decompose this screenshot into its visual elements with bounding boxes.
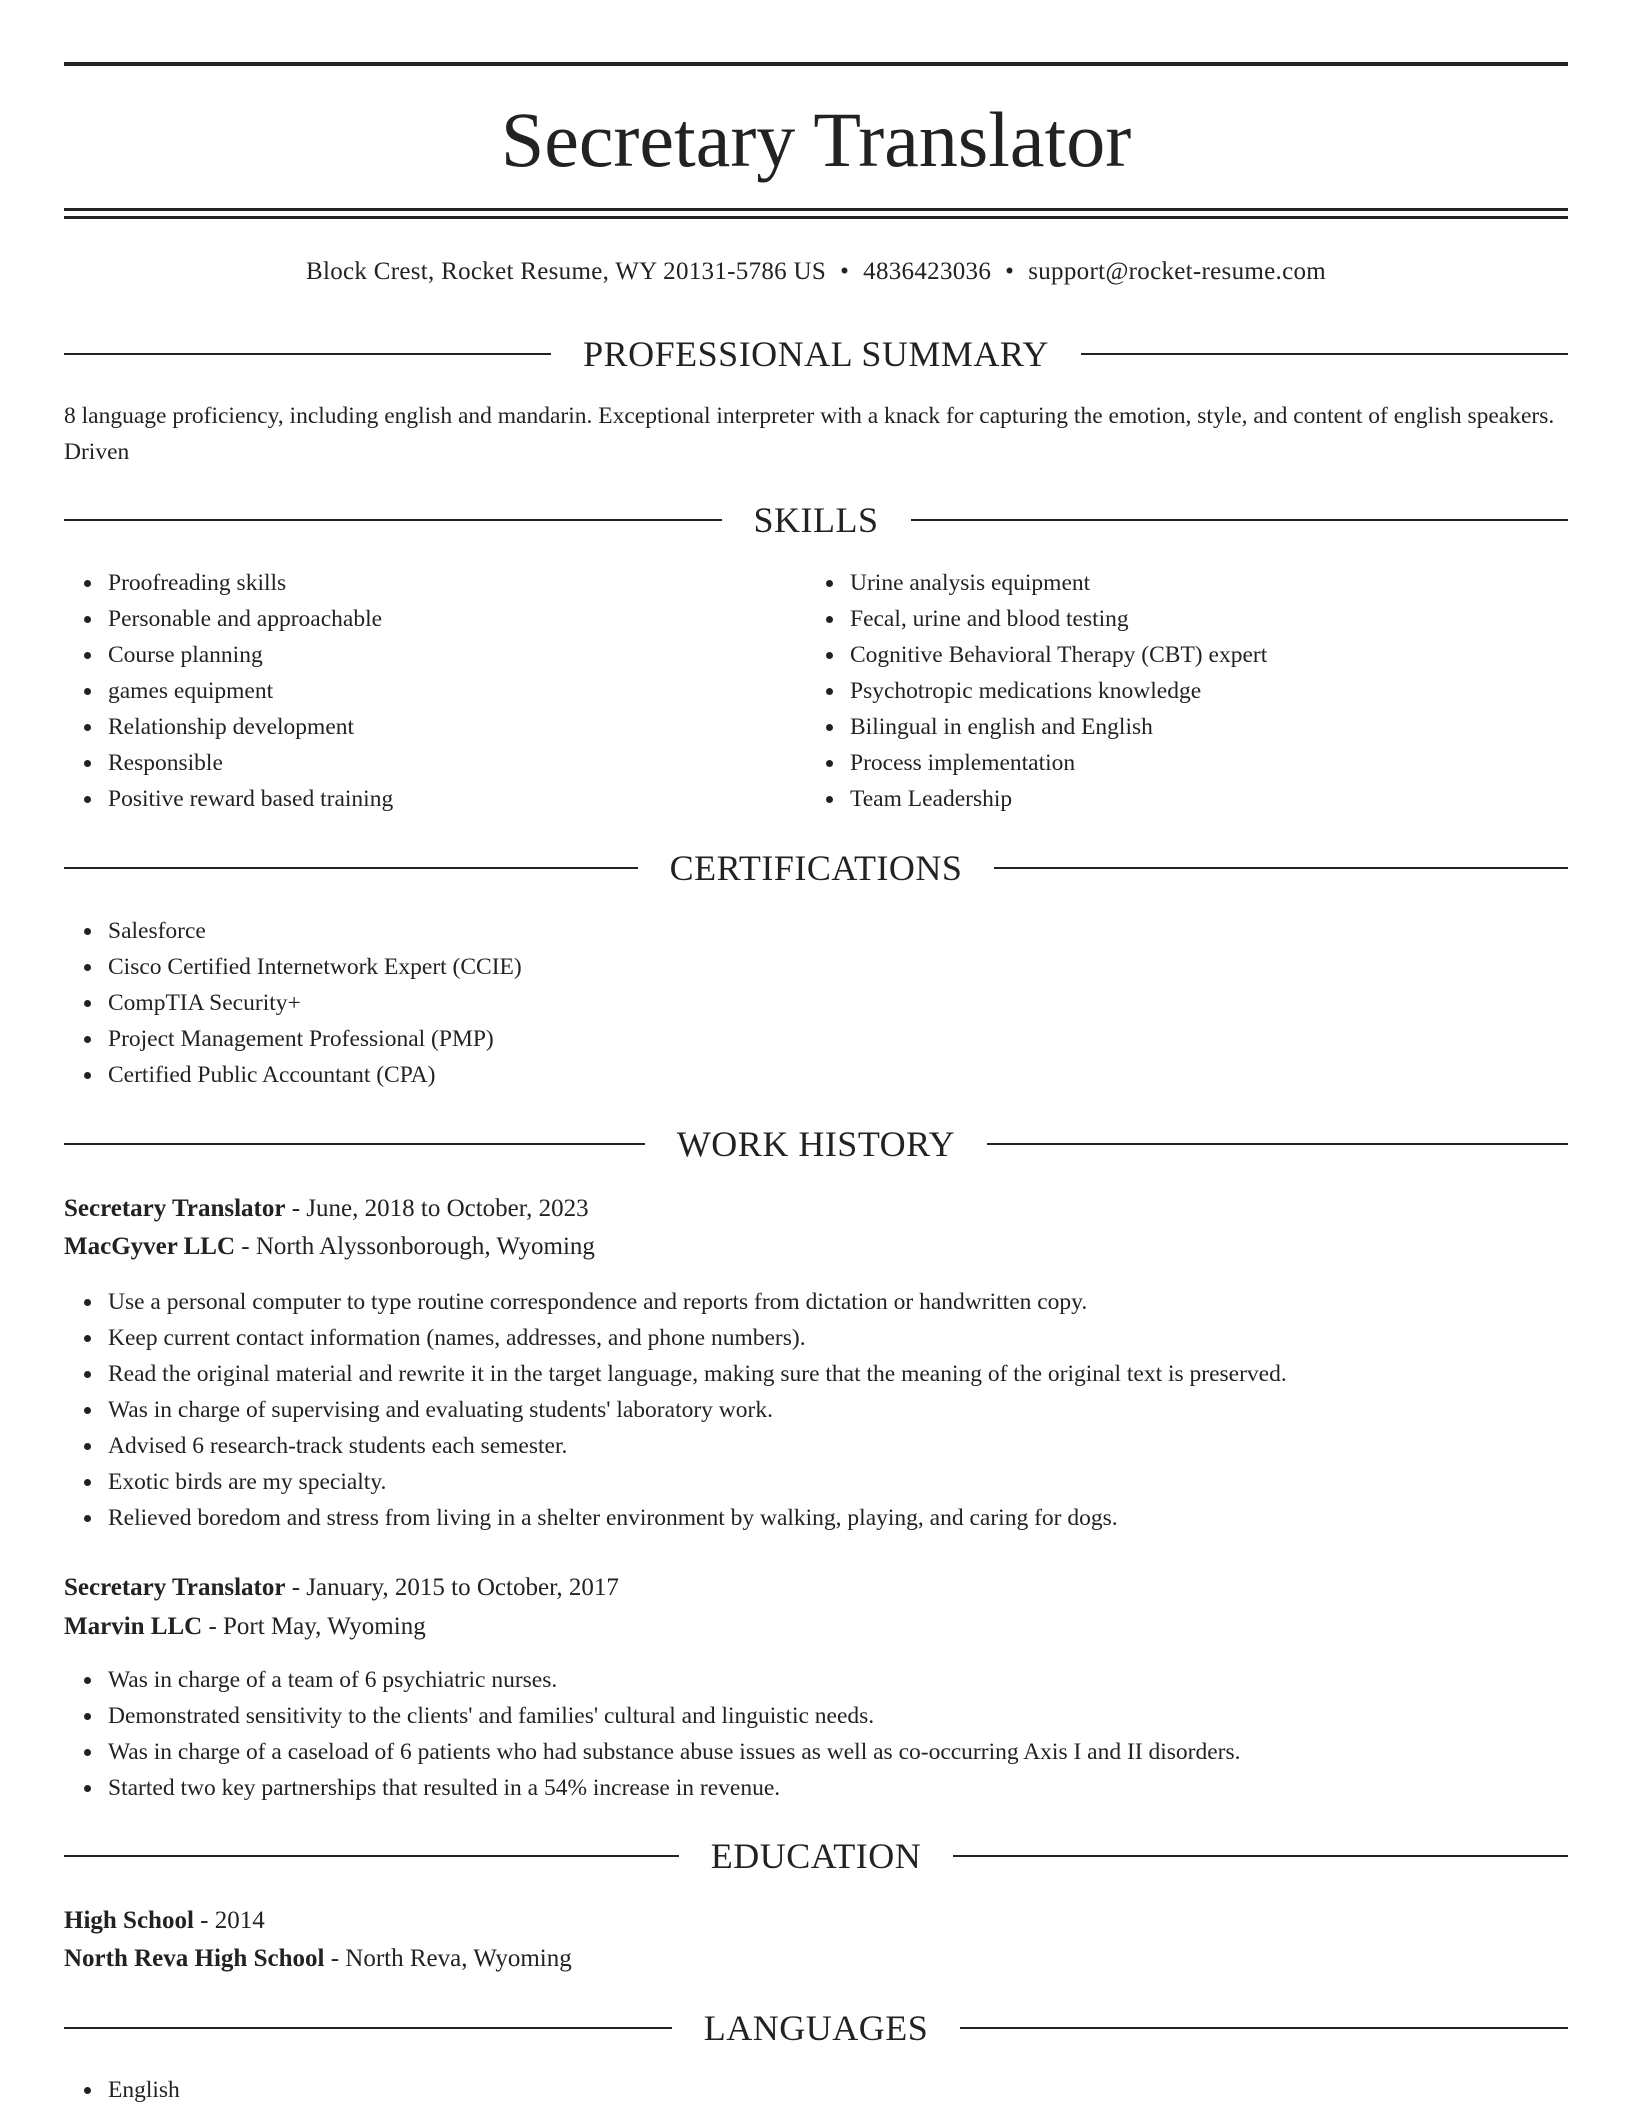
work-title: WORK HISTORY <box>676 1124 956 1164</box>
list-item: Positive reward based training <box>108 781 393 817</box>
list-item: Project Management Professional (PMP) <box>108 1021 522 1057</box>
work-heading <box>64 1122 1568 1166</box>
job-location: - North Alyssonborough, Wyoming <box>235 1233 595 1260</box>
list-item: Urine analysis equipment <box>850 565 1267 601</box>
header-rule-double-1 <box>64 208 1568 211</box>
contact-address: Block Crest, Rocket Resume, WY 20131-5786 US <box>305 258 827 285</box>
contact-separator: • <box>1005 258 1015 285</box>
heading-rule-right <box>953 1855 1568 1857</box>
job-dates: - June, 2018 to October, 2023 <box>285 1195 589 1222</box>
list-item: Fecal, urine and blood testing <box>850 601 1267 637</box>
skills-list-right <box>806 565 1267 817</box>
contact-line <box>64 254 1568 290</box>
list-item: Was in charge of a team of 6 psychiatric nurses. <box>108 1662 1241 1698</box>
job-location: - Port May, Wyoming <box>202 1613 426 1640</box>
contact-separator: • <box>840 258 850 285</box>
list-item: Was in charge of a caseload of 6 patients who had substance abuse issues as well as co-occurring Axis I and II disorders. <box>108 1734 1241 1770</box>
heading-rule-left <box>64 867 638 869</box>
contact-phone: 4836423036 <box>863 258 992 285</box>
list-item: Process implementation <box>850 745 1267 781</box>
education-school: North Reva High School <box>64 1945 325 1972</box>
list-item: Personable and approachable <box>108 601 393 637</box>
job-dates: - January, 2015 to October, 2017 <box>285 1574 619 1601</box>
list-item: games equipment <box>108 673 393 709</box>
summary-title: PROFESSIONAL SUMMARY <box>583 334 1049 374</box>
job-company-line <box>64 1608 426 1646</box>
education-degree: High School <box>64 1907 194 1934</box>
heading-rule-right <box>987 1143 1568 1145</box>
header-rule-double-2 <box>64 216 1568 219</box>
list-item: Team Leadership <box>850 781 1267 817</box>
contact-email: support@rocket-resume.com <box>1028 258 1327 285</box>
list-item: Advised 6 research-track students each semester. <box>108 1428 1287 1464</box>
job-bullets <box>64 1662 1241 1806</box>
certifications-heading <box>64 846 1568 890</box>
list-item: Responsible <box>108 745 393 781</box>
list-item: Course planning <box>108 637 393 673</box>
candidate-name: Secretary Translator <box>500 96 1132 183</box>
heading-rule-right <box>994 867 1568 869</box>
list-item: Was in charge of supervising and evaluating students' laboratory work. <box>108 1392 1287 1428</box>
list-item: Proofreading skills <box>108 565 393 601</box>
education-year: - 2014 <box>193 1907 265 1934</box>
skills-list-left <box>64 565 393 817</box>
job-company: Marvin LLC <box>64 1613 203 1640</box>
list-item: Cisco Certified Internetwork Expert (CCIE) <box>108 949 522 985</box>
list-item: Exotic birds are my specialty. <box>108 1464 1287 1500</box>
languages-list <box>64 2072 180 2108</box>
list-item: English <box>108 2072 180 2108</box>
list-item: CompTIA Security+ <box>108 985 522 1021</box>
languages-title: LANGUAGES <box>703 2008 929 2048</box>
job-bullets <box>64 1284 1287 1536</box>
heading-rule-left <box>64 1855 679 1857</box>
education-degree-line <box>64 1902 265 1940</box>
list-item: Read the original material and rewrite it in the target language, making sure that the meaning of the original text is preserved. <box>108 1356 1287 1392</box>
list-item: Use a personal computer to type routine correspondence and reports from dictation or handwritten copy. <box>108 1284 1287 1320</box>
job-title-line <box>64 1569 619 1607</box>
summary-heading <box>64 332 1568 376</box>
languages-heading <box>64 2006 1568 2050</box>
list-item: Bilingual in english and English <box>850 709 1267 745</box>
heading-rule-left <box>64 2027 672 2029</box>
certifications-title: CERTIFICATIONS <box>669 848 963 888</box>
list-item: Relieved boredom and stress from living in a shelter environment by walking, playing, and caring for dogs. <box>108 1500 1287 1536</box>
job-title-line <box>64 1190 589 1228</box>
summary-text: 8 language proficiency, including english and mandarin. Exceptional interpreter with a knack for capturing the emotion, style, and content of english speakers. Driven <box>64 403 1555 465</box>
skills-heading <box>64 498 1568 542</box>
list-item: Started two key partnerships that resulted in a 54% increase in revenue. <box>108 1770 1241 1806</box>
education-school-line <box>64 1940 572 1978</box>
header-rule-top <box>64 62 1568 66</box>
list-item: Psychotropic medications knowledge <box>850 673 1267 709</box>
list-item: Relationship development <box>108 709 393 745</box>
certifications-list <box>64 913 522 1093</box>
education-heading <box>64 1834 1568 1878</box>
list-item: Keep current contact information (names, addresses, and phone numbers). <box>108 1320 1287 1356</box>
heading-rule-left <box>64 519 722 521</box>
skills-title: SKILLS <box>753 500 879 540</box>
job-role: Secretary Translator <box>64 1574 286 1601</box>
education-title: EDUCATION <box>710 1836 922 1876</box>
job-company-line <box>64 1228 595 1266</box>
job-role: Secretary Translator <box>64 1195 286 1222</box>
job-company: MacGyver LLC <box>64 1233 236 1260</box>
heading-rule-right <box>960 2027 1568 2029</box>
education-location: - North Reva, Wyoming <box>324 1945 572 1972</box>
list-item: Cognitive Behavioral Therapy (CBT) expert <box>850 637 1267 673</box>
heading-rule-right <box>911 519 1569 521</box>
heading-rule-left <box>64 1143 645 1145</box>
heading-rule-left <box>64 353 551 355</box>
heading-rule-right <box>1081 353 1568 355</box>
list-item: Salesforce <box>108 913 522 949</box>
list-item: Demonstrated sensitivity to the clients' and families' cultural and linguistic needs. <box>108 1698 1241 1734</box>
list-item: Certified Public Accountant (CPA) <box>108 1057 522 1093</box>
